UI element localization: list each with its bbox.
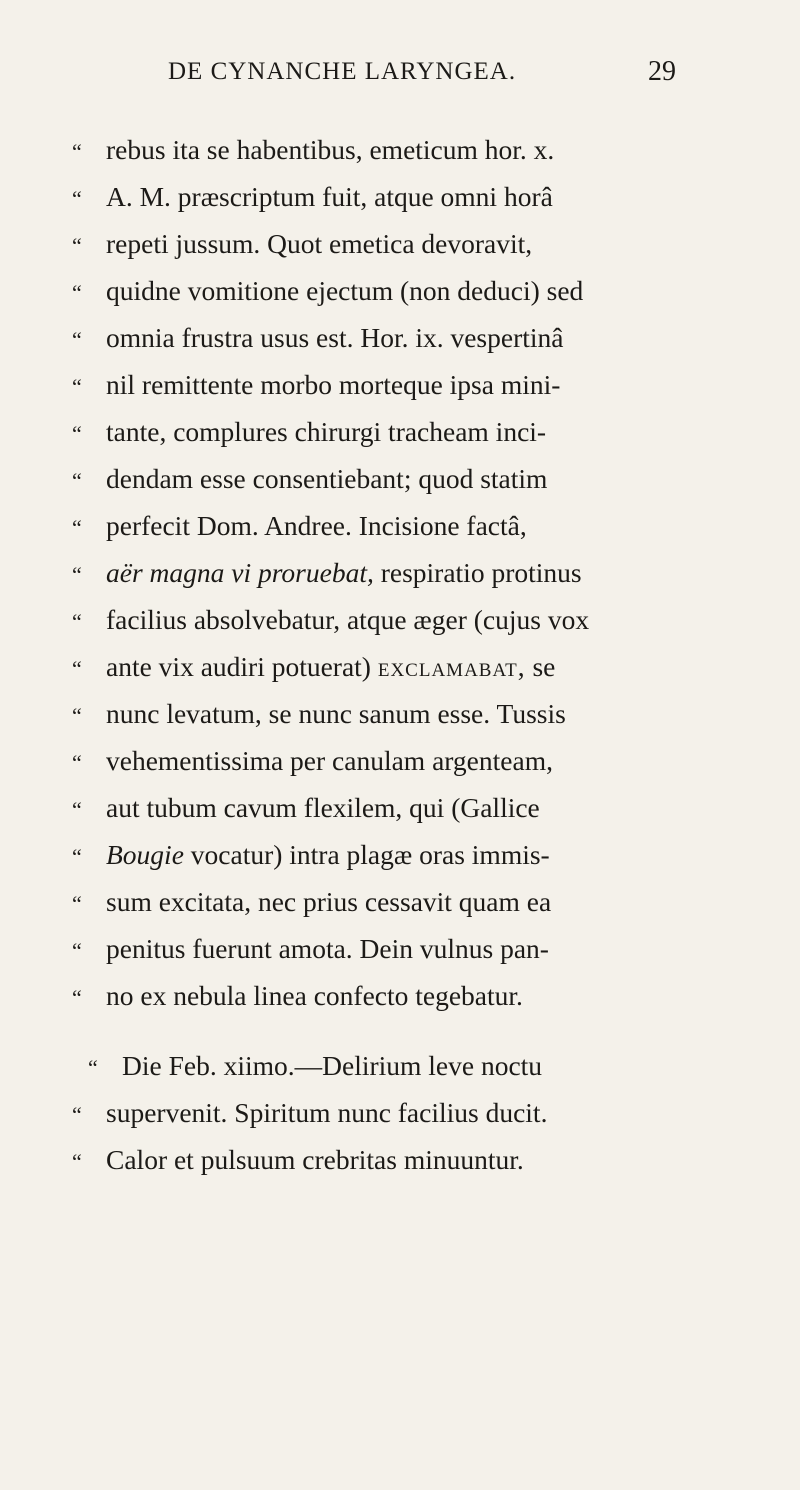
text-line: “ perfecit Dom. Andree. Incisione factâ, bbox=[72, 506, 527, 546]
quote-mark: “ bbox=[72, 139, 82, 164]
text-line: “ nil remittente morbo morteque ipsa mini- bbox=[72, 365, 560, 405]
italic-phrase: aër magna vi proruebat, bbox=[106, 557, 374, 588]
text-line: “ tante, complures chirurgi tracheam inci- bbox=[72, 412, 546, 452]
quote-mark: “ bbox=[72, 891, 82, 916]
quote-mark: “ bbox=[72, 750, 82, 775]
quote-mark: “ bbox=[72, 938, 82, 963]
quote-mark: “ bbox=[72, 515, 82, 540]
text-line: “ aër magna vi proruebat, respiratio protinus bbox=[72, 553, 582, 593]
quote-mark: “ bbox=[72, 421, 82, 446]
text-line: “ aut tubum cavum flexilem, qui (Gallice bbox=[72, 788, 540, 828]
text-line: “ vehementissima per canulam argenteam, bbox=[72, 741, 553, 781]
quote-mark: “ bbox=[72, 186, 82, 211]
text-line: “ repeti jussum. Quot emetica devoravit, bbox=[72, 224, 532, 264]
quote-mark: “ bbox=[72, 374, 82, 399]
quote-mark: “ bbox=[88, 1055, 98, 1080]
quote-mark: “ bbox=[72, 844, 82, 869]
text-line: “ facilius absolvebatur, atque æger (cujus vox bbox=[72, 600, 589, 640]
text-line: “ nunc levatum, se nunc sanum esse. Tussis bbox=[72, 694, 566, 734]
page-number: 29 bbox=[648, 56, 676, 87]
quote-mark: “ bbox=[72, 1149, 82, 1174]
quote-mark: “ bbox=[72, 703, 82, 728]
quote-mark: “ bbox=[72, 985, 82, 1010]
quote-mark: “ bbox=[72, 233, 82, 258]
quote-mark: “ bbox=[72, 797, 82, 822]
italic-phrase: Bougie bbox=[106, 839, 184, 870]
text-line: “ dendam esse consentiebant; quod statim bbox=[72, 459, 547, 499]
quote-mark: “ bbox=[72, 280, 82, 305]
quote-mark: “ bbox=[72, 609, 82, 634]
text-line: “ omnia frustra usus est. Hor. ix. vespertinâ bbox=[72, 318, 563, 358]
quote-mark: “ bbox=[72, 656, 82, 681]
text-line: “ supervenit. Spiritum nunc facilius ducit. bbox=[72, 1093, 547, 1133]
quote-mark: “ bbox=[72, 327, 82, 352]
quote-mark: “ bbox=[72, 468, 82, 493]
text-line: “ Calor et pulsuum crebritas minuuntur. bbox=[72, 1140, 524, 1180]
text-line: “ no ex nebula linea confecto tegebatur. bbox=[72, 976, 523, 1016]
page-header bbox=[0, 58, 800, 98]
text-line: “ quidne vomitione ejectum (non deduci) sed bbox=[72, 271, 583, 311]
text-line: “ A. M. præscriptum fuit, atque omni horâ bbox=[72, 177, 553, 217]
text-line: “ sum excitata, nec prius cessavit quam ea bbox=[72, 882, 551, 922]
text-line: “ Bougie vocatur) intra plagæ oras immis- bbox=[72, 835, 550, 875]
quote-mark: “ bbox=[72, 1102, 82, 1127]
text-line: “ Die Feb. xiimo.—Delirium leve noctu bbox=[88, 1046, 542, 1086]
running-head: DE CYNANCHE LARYNGEA. bbox=[168, 58, 517, 85]
quote-mark: “ bbox=[72, 562, 82, 587]
text-line: “ ante vix audiri potuerat) exclamabat, se bbox=[72, 647, 555, 687]
small-caps-word: exclamabat, bbox=[377, 651, 526, 682]
text-line: “ penitus fuerunt amota. Dein vulnus pan- bbox=[72, 929, 549, 969]
text-line: “ rebus ita se habentibus, emeticum hor. x. bbox=[72, 130, 554, 170]
